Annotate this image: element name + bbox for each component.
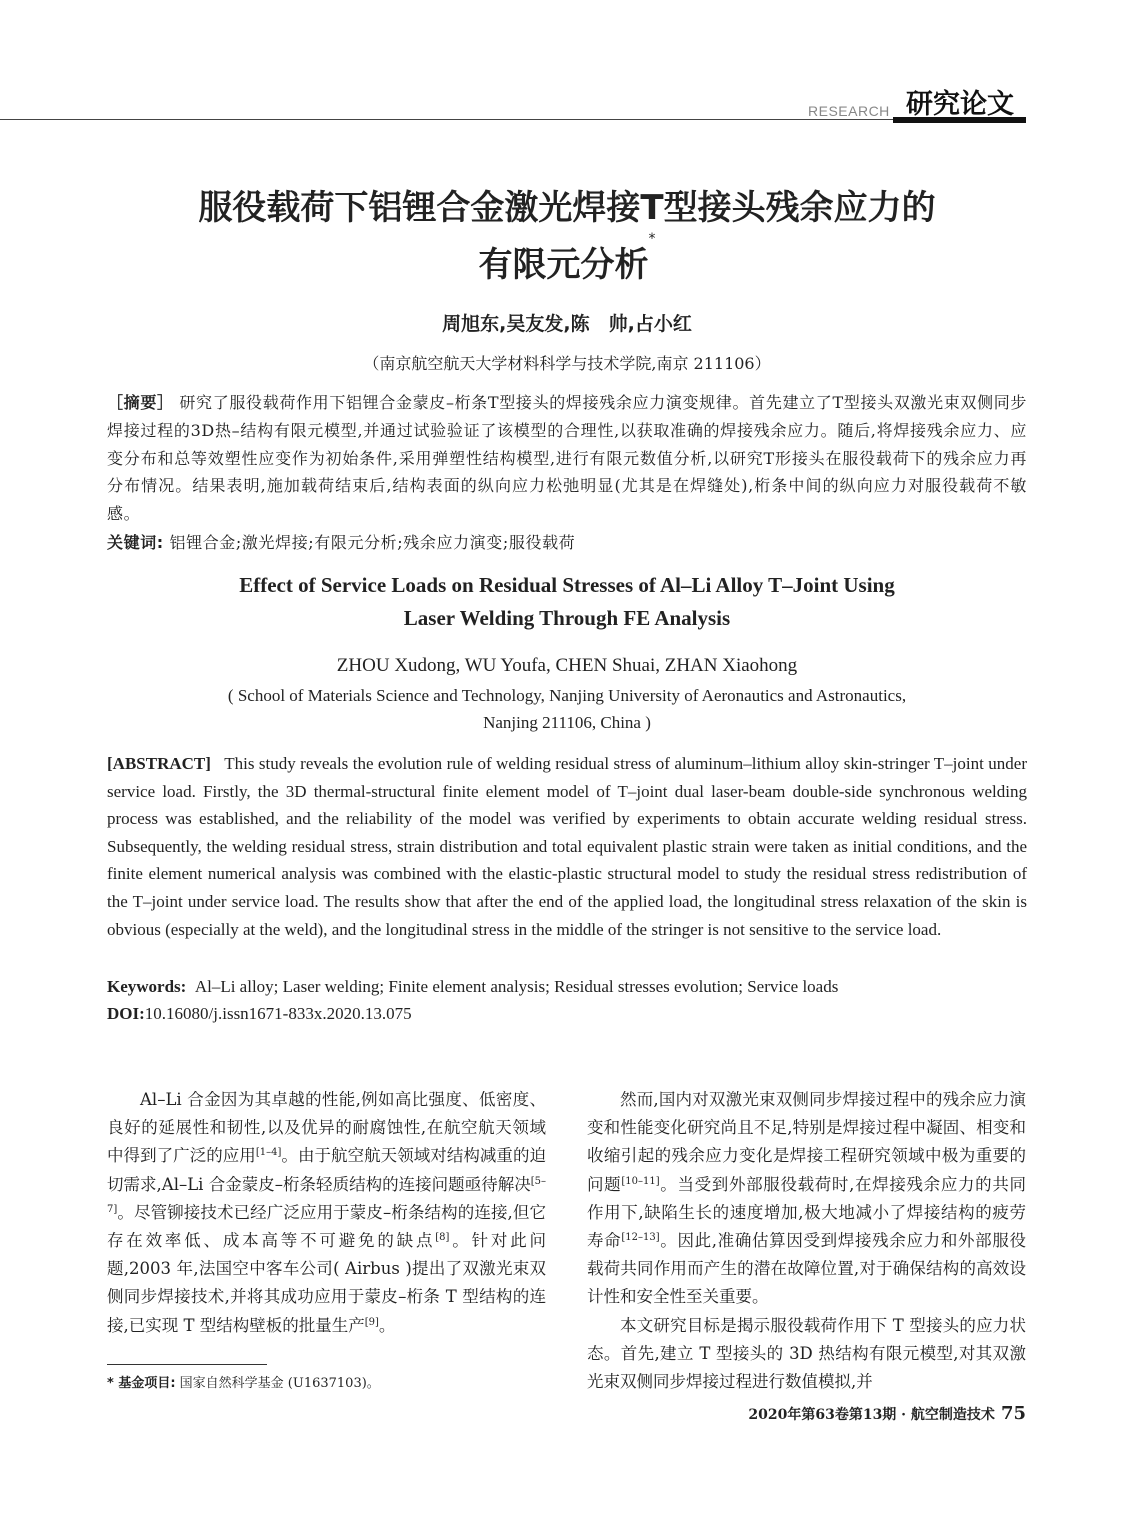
abstract-en-label: [ABSTRACT] xyxy=(107,754,211,773)
keywords-cn xyxy=(107,529,1027,556)
keywords-cn-text: 铝锂合金;激光焊接;有限元分析;残余应力演变;服役载荷 xyxy=(169,533,576,552)
keywords-en-label: Keywords: xyxy=(107,977,187,996)
header-category-en: RESEARCH xyxy=(808,103,890,119)
citation-ref[interactable]: [1–4] xyxy=(255,1147,282,1159)
body-text: 。当受到外部服役载荷时,在焊接残余应力的共同作用下,缺陷生长的速度增加,极大地减小了焊接结构的疲劳寿命 xyxy=(587,1174,1027,1251)
citation-ref[interactable]: [9] xyxy=(364,1316,379,1328)
body-text: 。尽管铆接技术已经广泛应用于蒙皮–桁条结构的连接,但它存在效率低、成本高等不可避免的缺点 xyxy=(107,1202,546,1251)
footer-issue: 2020年第63卷第13期 · 航空制造技术 xyxy=(748,1407,995,1423)
footnote-rule xyxy=(107,1364,267,1365)
abstract-en xyxy=(107,750,1027,943)
title-cn-line1: 服役载荷下铝锂合金激光焊接T型接头残余应力的 xyxy=(198,188,936,228)
affiliation-en-line1: ( School of Materials Science and Technology, Nanjing University of Aeronautics and Astronautics, xyxy=(227,686,907,705)
abstract-cn xyxy=(107,389,1027,528)
citation-ref[interactable]: [8] xyxy=(435,1232,450,1244)
header-rule xyxy=(0,119,1026,120)
citation-ref[interactable]: [10–11] xyxy=(621,1175,660,1187)
keywords-cn-label: 关键词: xyxy=(107,533,164,552)
keywords-en xyxy=(107,973,1027,1000)
citation-ref[interactable]: [5–7] xyxy=(107,1175,546,1215)
authors-cn: 周旭东,吴友发,陈 帅,占小红 xyxy=(442,313,692,335)
page-number: 75 xyxy=(1000,1403,1026,1424)
abstract-cn-label: ［摘要］ xyxy=(107,393,174,412)
page-footer xyxy=(660,1403,1026,1424)
body-text: 。由于航空航天领域对结构减重的迫切需求,Al–Li 合金蒙皮–桁条轻质结构的连接问题亟待解决 xyxy=(107,1146,547,1194)
title-footnote-mark: * xyxy=(648,231,656,247)
title-cn-line2 xyxy=(0,231,1134,286)
title-en-line2: Laser Welding Through FE Analysis xyxy=(403,606,731,630)
body-text: 。 xyxy=(378,1315,396,1335)
affiliation-cn: （南京航空航天大学材料科学与技术学院,南京 211106） xyxy=(363,354,771,373)
footnote-text: 国家自然科学基金 (U1637103)。 xyxy=(179,1376,380,1391)
title-cn-line2-text: 有限元分析 xyxy=(478,245,649,285)
keywords-en-text: Al–Li alloy; Laser welding; Finite element analysis; Residual stresses evolution; Service loads xyxy=(194,977,839,996)
body-text: Al–Li 合金因为其卓越的性能,例如高比强度、低密度、良好的延展性和韧性,以及优异的耐腐蚀性,在航空航天领域中得到了广泛的应用 xyxy=(107,1090,546,1166)
body-text: 然而,国内对双激光束双侧同步焊接过程中的残余应力演变和性能变化研究尚且不足,特别是焊接过程中凝固、相变和收缩引起的残余应力变化是焊接工程研究领域中极为重要的问题 xyxy=(587,1090,1026,1194)
header-category-cn: 研究论文 xyxy=(906,89,1014,120)
affiliation-en-line2: Nanjing 211106, China ) xyxy=(483,713,651,732)
body-text: 。针对此问题,2003 年,法国空中客车公司( Airbus )提出了双激光束双侧同步焊接技术,并将其成功应用于蒙皮–桁条 T 型结构的连接,已实现 T 型结构壁板的批量生产 xyxy=(107,1231,547,1335)
doi-label: DOI: xyxy=(107,1004,145,1023)
footnote xyxy=(107,1372,380,1391)
body-column-right xyxy=(587,1086,1026,1396)
body-paragraph: 本文研究目标是揭示服役载荷作用下 T 型接头的应力状态。首先,建立 T 型接头的 3D 热结构有限元模型,对其双激光束双侧同步焊接过程进行数值模拟,并 xyxy=(587,1315,1026,1392)
body-paragraph xyxy=(587,1086,1026,1312)
title-en-line1: Effect of Service Loads on Residual Stresses of Al–Li Alloy T–Joint Using xyxy=(239,573,895,597)
citation-ref[interactable]: [12–13] xyxy=(621,1232,660,1244)
body-column-left xyxy=(107,1086,546,1340)
body-text: 。因此,准确估算因受到焊接残余应力和外部服役载荷共同作用而产生的潜在故障位置,对于确保结构的高效设计性和安全性至关重要。 xyxy=(587,1231,1027,1307)
abstract-cn-text: 研究了服役载荷作用下铝锂合金蒙皮–桁条T型接头的焊接残余应力演变规律。首先建立了T型接头双激光束双侧同步焊接过程的3D热–结构有限元模型,并通过试验验证了该模型的合理性,以获取准确的焊接残余应力。随后,将焊接残余应力、应变分布和总等效塑性应变作为初始条件,采用弹塑性结构模型,进行有限元数值分析,以研究T形接头在服役载荷下的残余应力再分布情况。结果表明,施加载荷结束后,结构表面的纵向应力松弛明显(尤其是在焊缝处),桁条中间的纵向应力对服役载荷不敏感。 xyxy=(107,393,1027,524)
footnote-label: * 基金项目: xyxy=(107,1376,176,1391)
doi-line xyxy=(107,1000,1027,1027)
body-paragraph xyxy=(107,1086,546,1340)
doi-link[interactable]: 10.16080/j.issn1671-833x.2020.13.075 xyxy=(144,1004,412,1023)
authors-en: ZHOU Xudong, WU Youfa, CHEN Shuai, ZHAN Xiaohong xyxy=(336,655,798,676)
abstract-en-text: This study reveals the evolution rule of welding residual stress of aluminum–lithium alloy skin-stringer T–joint under service load. Firstly, the 3D thermal-structural finite element model of T–joint dual laser-beam double-side synchronous welding process was established, and the reliability of the model was verified by experiments to obtain accurate welding residual stress. Subsequently, the welding residual stress, strain distribution and total equivalent plastic strain were taken as initial conditions, and the finite element numerical analysis was combined with the elastic-plastic structural model to study the residual stress redistribution of the T–joint under service load. The results show that after the end of the applied load, the longitudinal stress relaxation of the skin is obvious (especially at the weld), and the longitudinal stress in the middle of the stringer is not sensitive to the service load. xyxy=(107,754,1027,939)
